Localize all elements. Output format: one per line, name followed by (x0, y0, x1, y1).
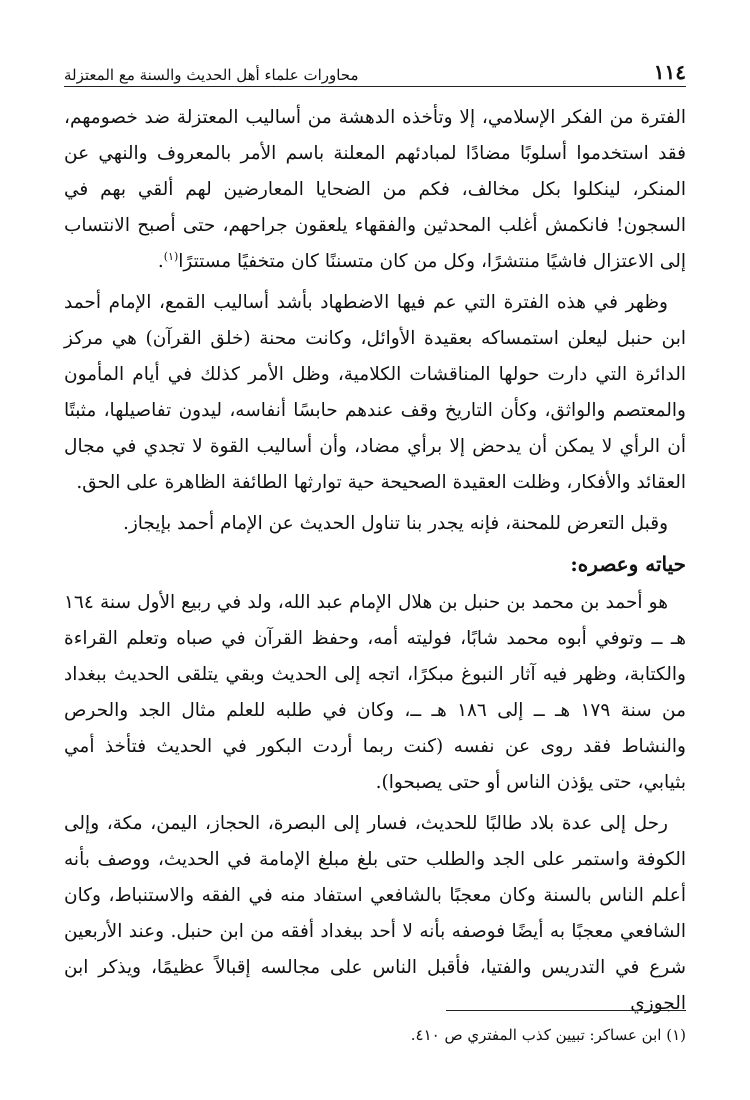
paragraph-4: هو أحمد بن محمد بن حنبل بن هلال الإمام عبد الله، ولد في ربيع الأول سنة ١٦٤ هـ ــ وتوفي أبوه محمد شابًا، فوليته أمه، وحفظ القرآن في صباه وتعلم القراءة والكتابة، وظهر فيه آثار النبوغ مبكرًا، اتجه إلى الحديث وبقي يتلقى الحديث ببغداد من سنة ١٧٩ هـ ــ إلى ١٨٦ هـ ــ، وكان في طلبه للعلم مثال الجد والحرص والنشاط فقد روى عن نفسه (كنت ربما أردت البكور في الحديث فتأخذ أمي بثيابي، حتى يؤذن الناس أو حتى يصبحوا). (64, 592, 686, 793)
paragraph-1-end: . (157, 251, 164, 272)
page-number: ١١٤ (653, 60, 686, 84)
running-title: محاورات علماء أهل الحديث والسنة مع المعتزلة (64, 66, 359, 84)
paragraph-1 (64, 100, 686, 280)
paragraph-2: وظهر في هذه الفترة التي عم فيها الاضطهاد بأشد أساليب القمع، الإمام أحمد ابن حنبل ليعلن استمساكه بعقيدة الأوائل، وكانت محنة (خلق القرآن) هي مركز الدائرة التي دارت حولها المناقشات الكلامية، وظل الأمر كذلك في أيام المأمون والمعتصم والواثق، وكأن التاريخ وقف عندهم حابسًا أنفاسه، ليدون تفاصيلها، مثبتًا أن الرأي لا يمكن أن يدحض إلا برأي مضاد، وأن أساليب القوة لا تجدي في مجال العقائد والأفكار، وظلت العقيدة الصحيحة حية توارثها الطائفة الظاهرة على الحق. (64, 292, 686, 493)
footnote-rule (446, 1010, 686, 1011)
footnote-reference: (١) (163, 249, 179, 263)
paragraph-1-text: الفترة من الفكر الإسلامي، إلا وتأخذه الدهشة من أساليب المعتزلة ضد خصومهم، فقد استخدموا أسلوبًا مضادًا لمبادئهم المعلنة باسم الأمر بالمعروف والنهي عن المنكر، لينكلوا بكل مخالف، فكم من الضحايا المعارضين لهم ألقي بهم في السجون! فانكمش أغلب المحدثين والفقهاء يلعقون جراحهم، حتى أصبح الانتساب إلى الاعتزال فاشيًا منتشرًا، وكل من كان متسننًا كان متخفيًا مستترًا (64, 107, 686, 272)
header-rule (64, 86, 686, 87)
page-body (64, 100, 686, 1027)
page-header (64, 60, 686, 84)
paragraph-3: وقبل التعرض للمحنة، فإنه يجدر بنا تناول الحديث عن الإمام أحمد بإيجاز. (122, 513, 668, 534)
footnote: (١) ابن عساكر: تبيين كذب المفتري ص ٤١٠. (410, 1026, 686, 1044)
paragraph-5: رحل إلى عدة بلاد طالبًا للحديث، فسار إلى البصرة، الحجاز، اليمن، مكة، وإلى الكوفة واستمر على الجد والطلب حتى بلغ مبلغ الإمامة في الحديث، ووصف بأنه أعلم الناس بالسنة وكان معجبًا بالشافعي استفاد منه في الفقه والاستنباط، وكان الشافعي معجبًا به أيضًا فوصفه بأنه لا أحد ببغداد أفقه من ابن حنبل. وعند الأربعين شرع في التدريس والفتيا، فأقبل الناس على مجالسه إقبالاً عظيمًا، ويذكر ابن الجوزي (64, 813, 686, 1014)
section-heading: حياته وعصره: (570, 552, 686, 576)
